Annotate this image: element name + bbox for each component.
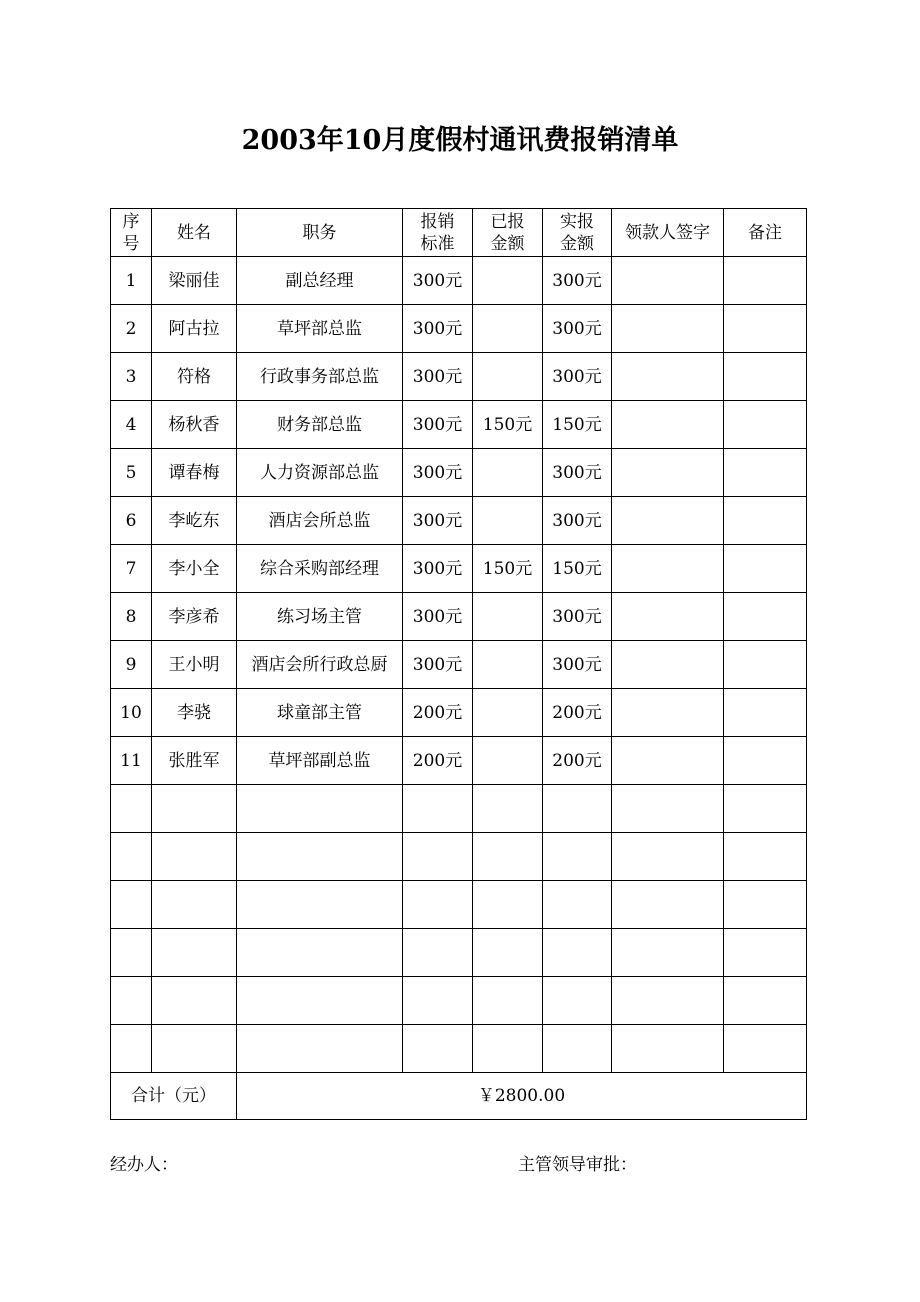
cell-name: 符格: [152, 353, 237, 401]
cell-seq: [111, 785, 152, 833]
cell-seq: [111, 929, 152, 977]
cell-actual: 300元: [543, 449, 612, 497]
table-row: [111, 1025, 807, 1073]
cell-position: 酒店会所总监: [237, 497, 403, 545]
cell-name: [152, 785, 237, 833]
cell-position: [237, 833, 403, 881]
cell-standard: 300元: [403, 545, 473, 593]
header-seq: 序号: [111, 209, 152, 257]
cell-seq: 9: [111, 641, 152, 689]
cell-name: 王小明: [152, 641, 237, 689]
cell-reported: [473, 689, 543, 737]
table-row: [111, 401, 807, 449]
cell-reported: [473, 977, 543, 1025]
cell-reported: [473, 1025, 543, 1073]
cell-standard: 300元: [403, 305, 473, 353]
cell-actual: [543, 1025, 612, 1073]
cell-name: 杨秋香: [152, 401, 237, 449]
cell-name: [152, 977, 237, 1025]
cell-reported: [473, 881, 543, 929]
cell-signature: [612, 977, 724, 1025]
table-header-row: [111, 209, 807, 257]
cell-signature: [612, 1025, 724, 1073]
cell-seq: 10: [111, 689, 152, 737]
table-row: [111, 737, 807, 785]
cell-reported: [473, 257, 543, 305]
approval-label: 主管领导审批：: [518, 1155, 637, 1175]
cell-name: 李骁: [152, 689, 237, 737]
cell-seq: 5: [111, 449, 152, 497]
cell-remarks: [724, 785, 807, 833]
cell-actual: [543, 977, 612, 1025]
header-remarks: 备注: [724, 209, 807, 257]
cell-signature: [612, 497, 724, 545]
cell-signature: [612, 449, 724, 497]
cell-seq: 8: [111, 593, 152, 641]
table-row: [111, 449, 807, 497]
table-row: [111, 881, 807, 929]
header-reported: 已报金额: [473, 209, 543, 257]
cell-name: [152, 833, 237, 881]
cell-name: 李彦希: [152, 593, 237, 641]
cell-name: 谭春梅: [152, 449, 237, 497]
cell-signature: [612, 593, 724, 641]
cell-actual: 150元: [543, 545, 612, 593]
total-row: [111, 1073, 807, 1120]
cell-remarks: [724, 257, 807, 305]
cell-remarks: [724, 353, 807, 401]
table-row: [111, 929, 807, 977]
total-label: 合计（元）: [111, 1073, 237, 1120]
cell-signature: [612, 689, 724, 737]
cell-reported: [473, 641, 543, 689]
cell-standard: [403, 977, 473, 1025]
cell-reported: [473, 929, 543, 977]
cell-standard: 300元: [403, 449, 473, 497]
cell-actual: 300元: [543, 257, 612, 305]
cell-remarks: [724, 497, 807, 545]
cell-actual: [543, 785, 612, 833]
cell-position: 练习场主管: [237, 593, 403, 641]
cell-name: [152, 881, 237, 929]
cell-signature: [612, 257, 724, 305]
cell-reported: 150元: [473, 545, 543, 593]
cell-actual: 200元: [543, 737, 612, 785]
cell-position: 人力资源部总监: [237, 449, 403, 497]
cell-reported: [473, 497, 543, 545]
cell-seq: 4: [111, 401, 152, 449]
cell-name: 张胜军: [152, 737, 237, 785]
cell-remarks: [724, 593, 807, 641]
header-position: 职务: [237, 209, 403, 257]
table-row: [111, 641, 807, 689]
cell-seq: 6: [111, 497, 152, 545]
cell-signature: [612, 401, 724, 449]
table-row: [111, 833, 807, 881]
cell-position: 行政事务部总监: [237, 353, 403, 401]
cell-standard: [403, 881, 473, 929]
table-row: [111, 353, 807, 401]
cell-remarks: [724, 305, 807, 353]
cell-standard: 300元: [403, 257, 473, 305]
cell-standard: 200元: [403, 737, 473, 785]
cell-standard: 200元: [403, 689, 473, 737]
cell-reported: [473, 737, 543, 785]
cell-signature: [612, 833, 724, 881]
cell-seq: 11: [111, 737, 152, 785]
cell-signature: [612, 785, 724, 833]
cell-reported: [473, 593, 543, 641]
cell-position: 副总经理: [237, 257, 403, 305]
cell-position: 球童部主管: [237, 689, 403, 737]
cell-actual: [543, 929, 612, 977]
cell-signature: [612, 737, 724, 785]
cell-position: 综合采购部经理: [237, 545, 403, 593]
header-actual: 实报金额: [543, 209, 612, 257]
cell-remarks: [724, 833, 807, 881]
table-row: [111, 689, 807, 737]
cell-standard: 300元: [403, 401, 473, 449]
cell-actual: 300元: [543, 353, 612, 401]
cell-seq: 7: [111, 545, 152, 593]
cell-name: 李小全: [152, 545, 237, 593]
page-title: 2003年10月度假村通讯费报销清单: [241, 125, 679, 156]
cell-name: 阿古拉: [152, 305, 237, 353]
cell-position: [237, 785, 403, 833]
reimbursement-table: [110, 208, 807, 1120]
cell-reported: 150元: [473, 401, 543, 449]
cell-standard: [403, 1025, 473, 1073]
cell-actual: 150元: [543, 401, 612, 449]
cell-reported: [473, 353, 543, 401]
cell-actual: 300元: [543, 641, 612, 689]
cell-name: [152, 929, 237, 977]
cell-seq: 3: [111, 353, 152, 401]
cell-position: 草坪部总监: [237, 305, 403, 353]
cell-seq: [111, 977, 152, 1025]
cell-signature: [612, 929, 724, 977]
cell-standard: [403, 833, 473, 881]
table-row: [111, 593, 807, 641]
cell-remarks: [724, 1025, 807, 1073]
table-row: [111, 257, 807, 305]
cell-actual: 300元: [543, 593, 612, 641]
table-row: [111, 497, 807, 545]
cell-seq: [111, 833, 152, 881]
header-signature: 领款人签字: [612, 209, 724, 257]
cell-remarks: [724, 881, 807, 929]
cell-name: 梁丽佳: [152, 257, 237, 305]
cell-remarks: [724, 977, 807, 1025]
cell-reported: [473, 785, 543, 833]
cell-seq: 1: [111, 257, 152, 305]
table-row: [111, 545, 807, 593]
cell-actual: [543, 881, 612, 929]
table-row: [111, 785, 807, 833]
header-standard: 报销标准: [403, 209, 473, 257]
cell-actual: 300元: [543, 305, 612, 353]
cell-remarks: [724, 737, 807, 785]
cell-remarks: [724, 401, 807, 449]
cell-standard: 300元: [403, 497, 473, 545]
cell-name: [152, 1025, 237, 1073]
cell-signature: [612, 353, 724, 401]
cell-signature: [612, 305, 724, 353]
cell-remarks: [724, 545, 807, 593]
cell-seq: [111, 881, 152, 929]
table-row: [111, 977, 807, 1025]
cell-name: 李屹东: [152, 497, 237, 545]
handler-label: 经办人：: [110, 1155, 178, 1175]
cell-position: 草坪部副总监: [237, 737, 403, 785]
cell-remarks: [724, 929, 807, 977]
cell-reported: [473, 833, 543, 881]
table-row: [111, 305, 807, 353]
cell-position: [237, 977, 403, 1025]
cell-signature: [612, 545, 724, 593]
cell-remarks: [724, 449, 807, 497]
total-value: ￥2800.00: [237, 1073, 807, 1120]
cell-remarks: [724, 689, 807, 737]
cell-standard: 300元: [403, 593, 473, 641]
cell-position: [237, 1025, 403, 1073]
cell-seq: 2: [111, 305, 152, 353]
cell-standard: 300元: [403, 353, 473, 401]
cell-remarks: [724, 641, 807, 689]
cell-reported: [473, 305, 543, 353]
header-name: 姓名: [152, 209, 237, 257]
cell-position: [237, 929, 403, 977]
cell-actual: 300元: [543, 497, 612, 545]
cell-standard: 300元: [403, 641, 473, 689]
cell-position: 酒店会所行政总厨: [237, 641, 403, 689]
cell-position: 财务部总监: [237, 401, 403, 449]
cell-seq: [111, 1025, 152, 1073]
cell-standard: [403, 785, 473, 833]
cell-actual: [543, 833, 612, 881]
cell-signature: [612, 881, 724, 929]
cell-actual: 200元: [543, 689, 612, 737]
cell-standard: [403, 929, 473, 977]
cell-signature: [612, 641, 724, 689]
cell-reported: [473, 449, 543, 497]
cell-position: [237, 881, 403, 929]
